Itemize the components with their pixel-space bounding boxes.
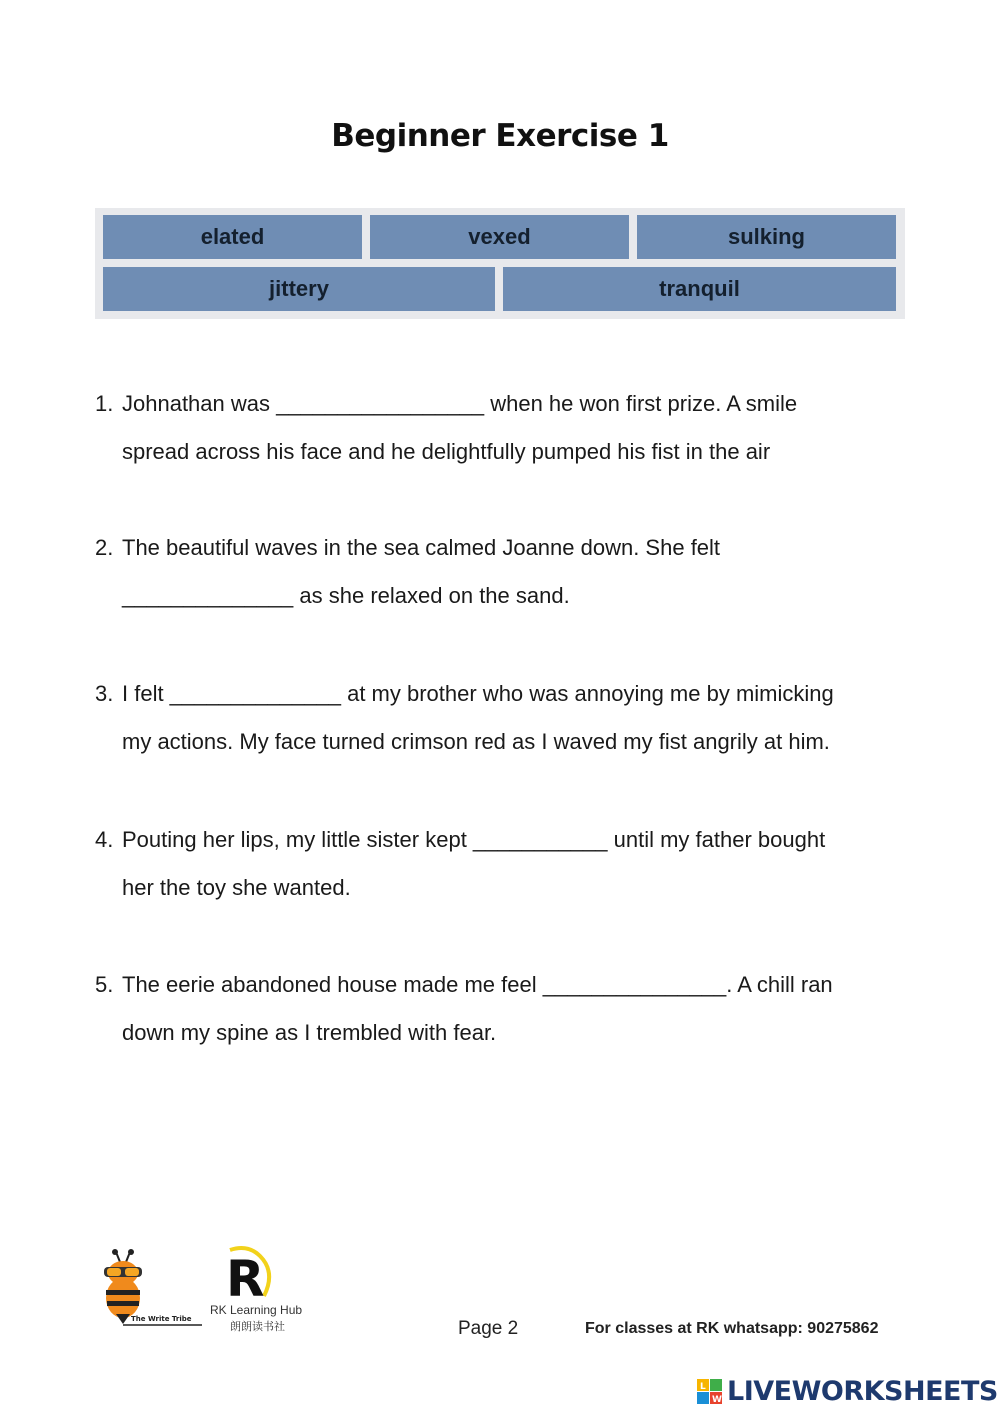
bee-icon (98, 1248, 208, 1330)
question-3 (95, 670, 915, 766)
badge-letter: W (712, 1394, 722, 1405)
word-bank-cell: jittery (103, 267, 495, 311)
page-title: Beginner Exercise 1 (331, 118, 669, 154)
word-bank-cell: tranquil (503, 267, 896, 311)
logo-caption: RK Learning Hub (210, 1303, 303, 1317)
question-text: The eerie abandoned house made me feel _______________. A chill ran (122, 972, 833, 997)
logo-caption: The Write Tribe (131, 1315, 192, 1323)
word-bank-cell: vexed (370, 215, 629, 259)
write-tribe-logo (98, 1248, 208, 1330)
question-1 (95, 380, 915, 476)
question-text: The beautiful waves in the sea calmed Joanne down. She felt (122, 535, 721, 560)
word-bank-cell: elated (103, 215, 362, 259)
contact-info: For classes at RK whatsapp: 90275862 (585, 1320, 879, 1337)
rk-logo-icon (208, 1242, 308, 1338)
badge-letter: L (700, 1381, 706, 1392)
word-bank-cell: sulking (637, 215, 896, 259)
word-bank (95, 208, 905, 319)
logo-caption-cn: 朗朗读书社 (230, 1320, 285, 1333)
question-number: 5. (95, 972, 114, 997)
page-number: Page 2 (458, 1318, 519, 1339)
question-number: 2. (95, 535, 114, 560)
liveworksheets-brand (697, 1376, 998, 1407)
question-text: my actions. My face turned crimson red as I waved my fist angrily at him. (122, 729, 830, 754)
liveworksheets-wordmark: LIVEWORKSHEETS (727, 1376, 998, 1407)
question-text: Johnathan was _________________ when he won first prize. A smile (122, 391, 798, 416)
liveworksheets-logo-icon (697, 1379, 723, 1405)
question-text: spread across his face and he delightfully pumped his fist in the air (122, 439, 771, 464)
question-text: Pouting her lips, my little sister kept ___________ until my father bought (122, 827, 826, 852)
question-2 (95, 524, 915, 620)
question-4 (95, 816, 915, 912)
question-text: down my spine as I trembled with fear. (122, 1020, 497, 1045)
question-number: 1. (95, 391, 114, 416)
rk-learning-hub-logo (208, 1242, 308, 1338)
question-text: ______________ as she relaxed on the sand. (122, 583, 570, 608)
question-number: 3. (95, 681, 114, 706)
logo-letter: R (226, 1250, 265, 1308)
question-5 (95, 961, 915, 1057)
question-text: her the toy she wanted. (122, 875, 351, 900)
question-number: 4. (95, 827, 114, 852)
question-text: I felt ______________ at my brother who was annoying me by mimicking (122, 681, 834, 706)
